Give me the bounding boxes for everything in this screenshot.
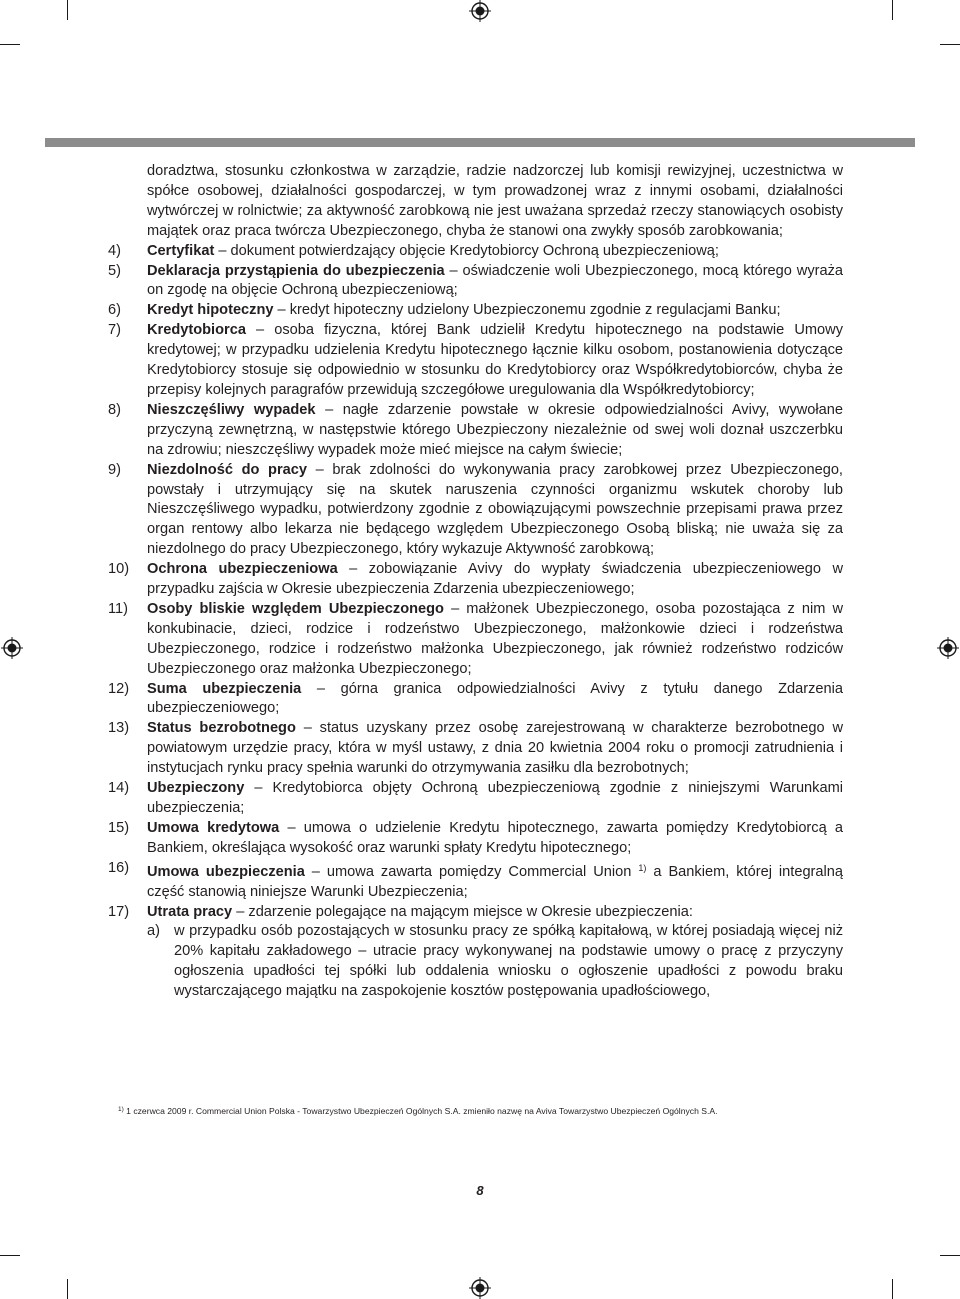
definition-item — [108, 401, 843, 461]
item-text: Niezdolność do pracy – brak zdolności do wykonywania pracy zarobkowej przez Ubezpieczonego, powstały i utrzymujący się na skutek naruszenia czynności organizmu wskutek choroby lub Nieszczęśliwego wypadku, potwierdzony zgodnie z obowiązującymi powszechnie przepisami prawa przez organ rentowy albo lekarza nie będącego względem Ubezpieczonego Osobą bliską; nie uważa się za niezdolnego do pracy Ubezpieczonego, który wykazuje Aktywność zarobkową; — [147, 461, 843, 558]
item-number: 9) — [108, 461, 121, 478]
item-term: Nieszczęśliwy wypadek — [147, 401, 316, 418]
item-number: 12) — [108, 680, 130, 697]
intro-paragraph: doradztwa, stosunku członkostwa w zarządzie, radzie nadzorczej lub komisji rewizyjnej, uczestnictwa w spółce osobowej, działalności gospodarczej, w tym prowadzonej wraz z innymi osobami, działalności wytwórczej w rolnictwie; za aktywność zarobkową nie jest uważana sprzedaż rzeczy stanowiących osobisty majątek oraz praca twórcza Ubezpieczonego, chyba że stanowi ona zwykły sposób zarobkowania; — [147, 163, 843, 239]
item-text: Umowa kredytowa – umowa o udzielenie Kredytu hipotecznego, zawarta pomiędzy Kredytobiorcą a Bankiem, określająca wysokość oraz warunki spłaty Kredytu hipotecznego; — [147, 819, 844, 856]
item-text: Ochrona ubezpieczeniowa – zobowiązanie Avivy do wypłaty świadczenia ubezpieczeniowego w przypadku zajścia w Okresie ubezpieczenia Zdarzenia ubezpieczeniowego; — [147, 561, 843, 598]
definition-item — [108, 461, 843, 561]
footnote-text: 1 czerwca 2009 r. Commercial Union Polska - Towarzystwo Ubezpieczeń Ogólnych S.A. zmieniło nazwę na Aviva Towarzystwo Ubezpieczeń Ogólnych S.A. — [126, 1106, 718, 1116]
item-text: Suma ubezpieczenia – górna granica odpowiedzialności Avivy z tytułu danego Zdarzenia ubezpieczeniowego; — [147, 680, 844, 717]
item-term: Suma ubezpieczenia — [147, 680, 302, 697]
definition-item — [108, 600, 843, 680]
page-number: 8 — [476, 1183, 484, 1198]
definition-item — [108, 719, 843, 779]
crop-mark — [67, 0, 68, 20]
definitions-section — [108, 162, 843, 1002]
item-term: Niezdolność do pracy — [147, 461, 307, 478]
registration-mark-icon — [469, 1277, 491, 1299]
crop-mark — [940, 1255, 960, 1256]
item-text: Umowa ubezpieczenia – umowa zawarta pomiędzy Commercial Union $^{1)}$ a Bankiem, której integralną część stanowią niniejsze Warunki Ubezpieczenia; — [147, 862, 844, 900]
item-text: Status bezrobotnego – status uzyskany przez osobę zarejestrowaną w charakterze bezrobotnego w powiatowym urzędzie pracy, która w myśl ustawy, z dnia 20 kwietnia 2004 roku o promocji zatrudnienia i instytucjach rynku pracy spełnia warunki do otrzymywania zasiłku dla bezrobotnych; — [147, 720, 843, 777]
item-number: 15) — [108, 819, 130, 836]
definition-item — [108, 819, 843, 859]
definitions-list — [108, 242, 843, 859]
crop-mark — [0, 1255, 20, 1256]
item-text: Deklaracja przystąpienia do ubezpieczenia – oświadczenie woli Ubezpieczonego, mocą którego wyraża on zgodę na objęcie Ochroną ubezpieczeniową; — [147, 262, 843, 299]
header-bar — [45, 138, 915, 147]
item-text: Certyfikat – dokument potwierdzający objęcie Kredytobiorcy Ochroną ubezpieczeniową; — [147, 242, 719, 259]
item-number: 11) — [108, 600, 129, 617]
item-text: Utrata pracy – zdarzenie polegające na mającym miejsce w Okresie ubezpieczenia: — [147, 903, 693, 920]
definition-item — [108, 321, 843, 401]
item-term: Status bezrobotnego — [147, 720, 296, 737]
item-text: Ubezpieczony – Kredytobiorca objęty Ochroną ubezpieczeniową zgodnie z niniejszymi Warunkami ubezpieczenia; — [147, 780, 843, 816]
item-number: 17) — [108, 903, 130, 920]
definition-item — [108, 301, 843, 321]
crop-mark — [67, 1279, 68, 1299]
crop-mark — [892, 0, 893, 20]
item-term: Umowa ubezpieczenia — [147, 863, 305, 880]
item-term: Deklaracja przystąpienia do ubezpieczenia — [147, 262, 445, 279]
item-number: 4) — [108, 242, 121, 259]
definition-item — [108, 262, 843, 302]
item-term: Ochrona ubezpieczeniowa — [147, 561, 338, 578]
definition-item-17 — [108, 903, 843, 923]
item-number: 14) — [108, 780, 130, 797]
item-number: 13) — [108, 720, 130, 737]
item-number: 5) — [108, 262, 121, 279]
item-term: Kredyt hipoteczny — [147, 302, 274, 319]
definition-item — [108, 560, 843, 600]
crop-mark — [892, 1279, 893, 1299]
registration-mark-icon — [469, 0, 491, 22]
crop-mark — [940, 44, 960, 45]
item-term: Utrata pracy — [147, 903, 233, 920]
item-term: Certyfikat — [147, 242, 215, 259]
item-number: 6) — [108, 302, 121, 319]
registration-mark-icon — [937, 637, 959, 659]
sub-item-letter: a) — [147, 923, 160, 940]
crop-mark — [0, 44, 20, 45]
item-number: 7) — [108, 322, 121, 339]
item-text: Osoby bliskie względem Ubezpieczonego – małżonek Ubezpieczonego, osoba pozostająca z nim w konkubinacie, dzieci, rodzice i rodzeństwo Ubezpieczonego, małżonkowie dzieci i rodzeństwa Ubezpieczonego, rodzice i rodzeństwo małżonka Ubezpieczonego, jak również rodzeństwo rodziców Ubezpieczonego oraz małżonka Ubezpieczonego; — [147, 600, 843, 677]
sub-item-a — [108, 922, 843, 1002]
footnote-reference: 1) — [638, 862, 647, 873]
definition-item — [108, 680, 843, 720]
item-term: Osoby bliskie względem Ubezpieczonego — [147, 600, 444, 617]
item-text: Kredyt hipoteczny – kredyt hipoteczny udzielony Ubezpieczonemu zgodnie z regulacjami Banku; — [147, 302, 781, 319]
item-term: Ubezpieczony — [147, 780, 245, 797]
item-number: 10) — [108, 561, 130, 578]
item-text: Kredytobiorca – osoba fizyczna, której Bank udzielił Kredytu hipotecznego na podstawie Umowy kredytowej; w przypadku udzielenia Kredytu hipotecznego łącznie kilku osobom, postanowienia dotyczące Kredytobiorcy stosuje się odpowiednio w stosunku do Kredytobiorcy oraz Współkredytobiorców, chyba że przepisy kolejnych paragrafów przewidują szczegółowe uregulowania dla Współkredytobiorcy; — [147, 322, 843, 398]
item-term: Umowa kredytowa — [147, 819, 280, 836]
definition-item-16 — [108, 859, 843, 903]
definition-item — [108, 779, 843, 819]
item-number: 8) — [108, 401, 121, 418]
item-text: Nieszczęśliwy wypadek – nagłe zdarzenie powstałe w okresie odpowiedzialności Avivy, wywołane przyczyną zewnętrzną, w następstwie którego Ubezpieczony niezależnie od swej woli doznał uszczerbku na zdrowiu; nieszczęśliwy wypadek może mieć miejsce na całym świecie; — [147, 401, 844, 458]
registration-mark-icon — [1, 637, 23, 659]
definition-item — [108, 242, 843, 262]
sub-item-text: w przypadku osób pozostających w stosunku pracy ze spółką kapitałową, w której posiadają więcej niż 20% kapitału zakładowego – utracie pracy wykonywanej na podstawie umowy o pracę z przyczyny ogłoszenia upadłości tej spółki lub oddalenia wniosku o ogłoszenie upadłości z powodu braku wystarczającego majątku na zaspokojenie kosztów postępowania upadłościowego, — [174, 923, 843, 1000]
item-term: Kredytobiorca — [147, 322, 246, 339]
footnote-marker: 1) — [118, 1106, 124, 1113]
footnote — [118, 1104, 878, 1117]
item-number: 16) — [108, 859, 130, 876]
